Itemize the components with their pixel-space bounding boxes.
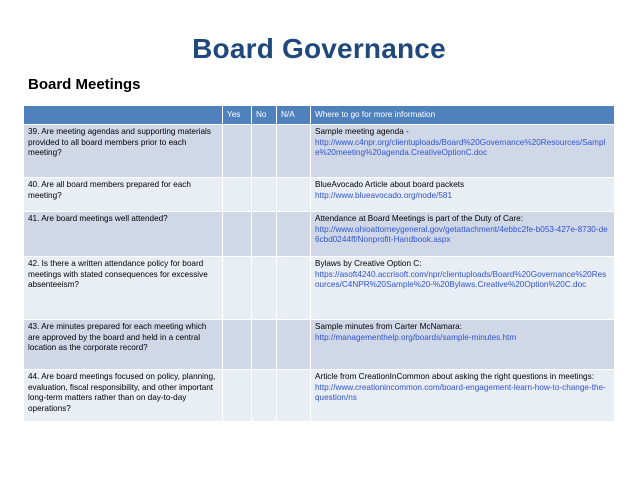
table-row [24, 212, 615, 257]
question-cell: 44. Are board meetings focused on policy, planning, evaluation, fiscal responsibility, and other important long-term matters rather than on day-to-day operations? [24, 370, 223, 422]
na-cell[interactable] [277, 178, 311, 212]
info-link[interactable]: http://managementhelp.org/boards/sample-minutes.htm [315, 332, 517, 342]
info-text: Sample minutes from Carter McNamara: [315, 322, 462, 331]
yes-cell[interactable] [223, 370, 252, 422]
info-cell [311, 212, 615, 257]
section-subtitle: Board Meetings [28, 76, 141, 93]
info-cell [311, 370, 615, 422]
table-header-row [24, 106, 615, 125]
info-cell [311, 125, 615, 178]
info-cell [311, 320, 615, 370]
info-link[interactable]: http://www.blueavocado.org/node/581 [315, 190, 453, 200]
question-cell: 41. Are board meetings well attended? [24, 212, 223, 257]
info-link[interactable]: http://www.ohioattorneygeneral.gov/getattachment/4ebbc2fe-b053-427e-8730-de6cbd0244ff/Nonprofit-Handbook.aspx [315, 224, 608, 245]
yes-cell[interactable] [223, 125, 252, 178]
info-link[interactable]: https://asoft4240.accrisoft.com/npr/clientuploads/Board%20Governance%20Resources/C4NPR%20Sample%20-%20Bylaws.Creative%20Option%20C.doc [315, 269, 607, 290]
yes-cell[interactable] [223, 320, 252, 370]
info-text: Bylaws by Creative Option C: [315, 259, 422, 268]
info-text: Attendance at Board Meetings is part of the Duty of Care: [315, 214, 523, 223]
header-question [24, 106, 223, 125]
question-cell: 39. Are meeting agendas and supporting materials provided to all board members prior to each meeting? [24, 125, 223, 178]
no-cell[interactable] [252, 257, 277, 320]
page-title: Board Governance [192, 33, 446, 64]
info-text: Sample meeting agenda - [315, 127, 409, 136]
question-cell: 42. Is there a written attendance policy for board meetings with stated consequences for excessive absenteeism? [24, 257, 223, 320]
header-na: N/A [277, 106, 311, 125]
info-link[interactable]: http://www.c4npr.org/clientuploads/Board%20Governance%20Resources/Sample%20meeting%20agenda.CreativeOptionC.doc [315, 137, 606, 158]
no-cell[interactable] [252, 320, 277, 370]
header-yes: Yes [223, 106, 252, 125]
header-info: Where to go for more information [311, 106, 615, 125]
question-cell: 43. Are minutes prepared for each meeting which are approved by the board and held in a central location as the corporate record? [24, 320, 223, 370]
na-cell[interactable] [277, 212, 311, 257]
governance-table [23, 105, 615, 422]
yes-cell[interactable] [223, 178, 252, 212]
table-row [24, 257, 615, 320]
no-cell[interactable] [252, 370, 277, 422]
info-text: BlueAvocado Article about board packets [315, 180, 465, 189]
info-link[interactable]: http://www.creationincommon.com/board-engagement-learn-how-to-change-the-question/ns [315, 382, 606, 403]
table-row [24, 125, 615, 178]
table-row [24, 320, 615, 370]
info-cell [311, 178, 615, 212]
info-cell [311, 257, 615, 320]
no-cell[interactable] [252, 212, 277, 257]
na-cell[interactable] [277, 320, 311, 370]
yes-cell[interactable] [223, 212, 252, 257]
na-cell[interactable] [277, 370, 311, 422]
table-row [24, 370, 615, 422]
table-row [24, 178, 615, 212]
no-cell[interactable] [252, 178, 277, 212]
header-no: No [252, 106, 277, 125]
info-text: Article from CreationInCommon about asking the right questions in meetings: [315, 372, 594, 381]
yes-cell[interactable] [223, 257, 252, 320]
na-cell[interactable] [277, 125, 311, 178]
question-cell: 40. Are all board members prepared for each meeting? [24, 178, 223, 212]
na-cell[interactable] [277, 257, 311, 320]
no-cell[interactable] [252, 125, 277, 178]
